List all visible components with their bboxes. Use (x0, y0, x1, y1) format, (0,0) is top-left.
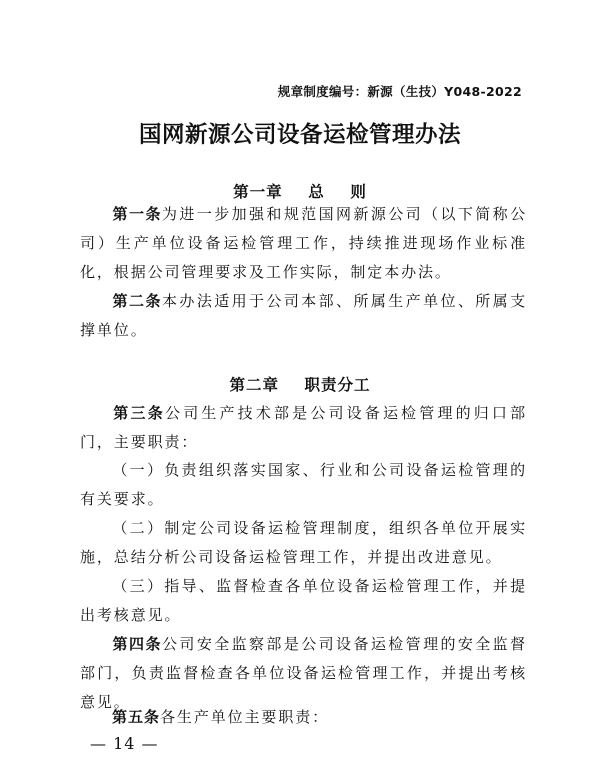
document-title: 国网新源公司设备运检管理办法 (138, 122, 461, 148)
sub-item-text: （三）指导、监督检查各单位设备运检管理工作，并提出考核意见。 (80, 577, 527, 624)
article-text: 为进一步加强和规范国网新源公司（以下简称公司）生产单位设备运检管理工作，持续推进现场作业标准化，根据公司管理要求及工作实际，制定本办法。 (80, 205, 527, 281)
page-number: — 14 — (90, 734, 159, 753)
article-5 (80, 703, 527, 732)
document-code: 规章制度编号：新源（生技）Y048-2022 (277, 84, 522, 99)
article-label: 第五条 (112, 708, 161, 726)
article-label: 第四条 (112, 635, 163, 653)
article-text: 各生产单位主要职责： (160, 708, 330, 726)
article-text: 本办法适用于公司本部、所属生产单位、所属支撑单位。 (80, 292, 527, 339)
article-label: 第一条 (112, 205, 163, 223)
sub-item-3 (80, 572, 527, 630)
sub-item-text: （二）制定公司设备运检管理制度，组织各单位开展实施，总结分析公司设备运检管理工作，并提出改进意见。 (80, 519, 527, 566)
article-2 (80, 287, 527, 345)
article-label: 第三条 (112, 404, 166, 422)
article-1 (80, 200, 527, 287)
article-3 (80, 399, 527, 457)
sub-item-text: （一）负责组织落实国家、行业和公司设备运检管理的有关要求。 (80, 461, 527, 508)
article-text: 公司安全监察部是公司设备运检管理的安全监督部门，负责监督检查各单位设备运检管理工作，并提出考核意见。 (80, 635, 527, 711)
chapter-heading-1: 第一章 总 则 (233, 183, 367, 201)
article-label: 第二条 (112, 292, 163, 310)
sub-item-2 (80, 514, 527, 572)
sub-item-1 (80, 456, 527, 514)
article-text: 公司生产技术部是公司设备运检管理的归口部门，主要职责： (80, 404, 527, 451)
chapter-heading-2: 第二章 职责分工 (229, 376, 371, 394)
